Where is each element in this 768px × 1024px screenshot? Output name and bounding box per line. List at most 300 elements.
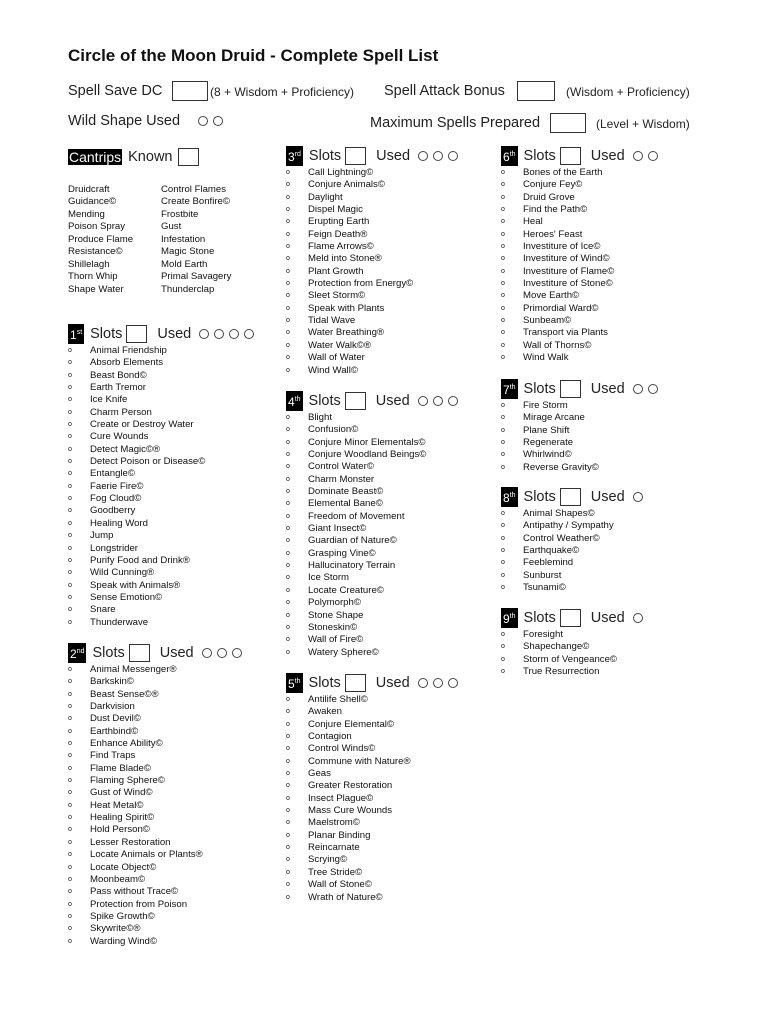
bullet-icon: o	[501, 534, 505, 542]
bullet-icon: o	[286, 745, 290, 753]
spell-item	[501, 437, 663, 449]
spell-name: Find the Path©	[523, 204, 588, 216]
spell-name: Watery Sphere©	[308, 646, 379, 658]
bullet-icon: o	[286, 893, 290, 901]
spell-attack-label: Spell Attack Bonus	[384, 82, 505, 99]
bullet-icon: o	[68, 764, 72, 772]
bullet-icon: o	[286, 636, 290, 644]
spell-name: Wrath of Nature©	[308, 891, 383, 903]
spell-name: Planar Binding	[308, 829, 371, 841]
spell-item	[286, 449, 463, 461]
bullet-icon: o	[286, 537, 290, 545]
spell-name: Moonbeam©	[90, 873, 146, 885]
spell-item	[286, 830, 463, 842]
spell-item	[286, 412, 463, 424]
spell-name: Speak with Plants	[308, 302, 385, 314]
spell-name: Cure Wounds	[90, 431, 149, 443]
slot-used-circle[interactable]	[232, 648, 242, 658]
bullet-icon: o	[286, 794, 290, 802]
bullet-icon: o	[286, 218, 290, 226]
bullet-icon: o	[68, 789, 72, 797]
used-label: Used	[375, 393, 410, 409]
spell-item	[68, 493, 259, 505]
spell-item	[68, 763, 247, 775]
bullet-icon: o	[68, 666, 72, 673]
slot-used-circle[interactable]	[202, 648, 212, 658]
spell-item	[286, 278, 463, 290]
bullet-icon: o	[286, 354, 290, 362]
level-suffix: nd	[76, 648, 85, 655]
spell-save-dc-field[interactable]	[172, 81, 208, 101]
level-number: 6	[503, 150, 510, 164]
level-suffix: st	[76, 329, 83, 336]
bullet-icon: o	[501, 522, 505, 530]
slot-used-circle[interactable]	[418, 678, 428, 688]
spell-item	[68, 689, 247, 701]
spell-name: Move Earth©	[523, 290, 580, 302]
spell-item	[286, 486, 463, 498]
spell-name: Pass without Trace©	[90, 886, 179, 898]
slots-field[interactable]	[129, 644, 150, 662]
level-header	[286, 390, 463, 412]
bullet-icon: o	[286, 414, 290, 421]
spell-name: Investiture of Stone©	[523, 278, 613, 290]
spell-name: Awaken	[308, 706, 342, 718]
slots-field[interactable]	[560, 147, 581, 165]
spell-name: Purify Food and Drink®	[90, 554, 190, 566]
slot-used-circle[interactable]	[633, 151, 643, 161]
spell-item	[286, 474, 463, 486]
spell-name: Guardian of Nature©	[308, 535, 397, 547]
spell-name: Ice Storm	[308, 572, 350, 584]
level-suffix: th	[509, 384, 516, 391]
slot-used-circle[interactable]	[214, 329, 224, 339]
level-5-section	[286, 672, 463, 904]
cantrips-known-field[interactable]	[178, 148, 199, 166]
max-prepared-field[interactable]	[550, 113, 586, 133]
spell-name: Reincarnate	[308, 842, 360, 854]
spell-item	[501, 229, 663, 241]
bullet-icon: o	[501, 510, 505, 517]
bullet-icon: o	[68, 408, 72, 416]
spell-item	[68, 382, 259, 394]
level-badge	[286, 146, 303, 166]
spell-name: Sunbeam©	[523, 315, 572, 327]
spell-name: Animal Friendship	[90, 345, 167, 356]
spell-item	[68, 481, 259, 493]
spell-name: Call Lightning©	[308, 167, 374, 178]
spell-name: Giant Insect©	[308, 523, 367, 535]
bullet-icon: o	[501, 169, 505, 176]
spell-item	[68, 518, 259, 530]
level-badge	[501, 608, 518, 628]
spell-item	[501, 641, 648, 653]
slots-label: Slots	[523, 489, 556, 505]
spell-item	[68, 750, 247, 762]
slots-label: Slots	[523, 610, 556, 626]
spell-name: Beast Sense©®	[90, 688, 159, 700]
spell-name: Barkskin©	[90, 676, 134, 688]
spell-name: Entangle©	[90, 468, 135, 480]
bullet-icon: o	[286, 856, 290, 864]
cantrip-item: Produce Flame	[68, 233, 134, 245]
bullet-icon: o	[68, 937, 72, 945]
spell-item	[286, 585, 463, 597]
spell-item	[501, 654, 648, 666]
spell-item	[501, 290, 663, 302]
bullet-icon: o	[501, 451, 505, 459]
level-badge	[68, 324, 84, 344]
slots-label: Slots	[308, 675, 341, 691]
bullet-icon: o	[68, 618, 72, 626]
spell-item	[68, 604, 259, 616]
bullet-icon: o	[68, 703, 72, 711]
spell-name: Hallucinatory Terrain	[308, 560, 396, 572]
slots-field[interactable]	[560, 380, 581, 398]
level-number: 8	[503, 491, 510, 505]
spell-list	[501, 629, 648, 678]
bullet-icon: o	[68, 482, 72, 490]
spell-name: Control Water©	[308, 461, 374, 473]
spell-name: Warding Wind©	[90, 935, 157, 947]
spell-name: Longstrider	[90, 542, 138, 554]
bullet-icon: o	[68, 912, 72, 920]
slots-field[interactable]	[126, 325, 147, 343]
spell-item	[68, 849, 247, 861]
level-header	[68, 642, 247, 664]
spell-item	[68, 407, 259, 419]
wild-shape-use-1[interactable]	[198, 116, 208, 126]
spell-item	[286, 167, 463, 179]
bullet-icon: o	[68, 801, 72, 809]
spell-item	[501, 582, 648, 594]
spell-name: Wind Wall©	[308, 364, 358, 376]
bullet-icon: o	[286, 733, 290, 741]
bullet-icon: o	[68, 777, 72, 785]
spell-item	[286, 179, 463, 191]
level-9-section	[501, 607, 648, 678]
spell-item	[68, 886, 247, 898]
bullet-icon: o	[286, 807, 290, 815]
bullet-icon: o	[68, 715, 72, 723]
bullet-icon: o	[68, 851, 72, 859]
spell-item	[501, 666, 648, 678]
bullet-icon: o	[68, 690, 72, 698]
spell-item	[286, 793, 463, 805]
spell-name: Lesser Restoration	[90, 836, 171, 848]
bullet-icon: o	[286, 720, 290, 728]
spell-save-dc-row	[68, 81, 208, 101]
level-badge	[68, 643, 86, 663]
bullet-icon: o	[68, 900, 72, 908]
slots-field[interactable]	[560, 488, 581, 506]
spell-name: Confusion©	[308, 424, 359, 436]
spell-item	[68, 345, 259, 357]
spell-item	[501, 192, 663, 204]
spell-item	[501, 425, 663, 437]
bullet-icon: o	[68, 740, 72, 748]
slot-used-circle[interactable]	[648, 384, 658, 394]
spell-item	[286, 340, 463, 352]
bullet-icon: o	[68, 371, 72, 379]
spell-item	[286, 572, 463, 584]
spell-name: Water Breathing®	[308, 327, 385, 339]
spell-item	[68, 419, 259, 431]
spell-item	[286, 229, 463, 241]
bullet-icon: o	[286, 782, 290, 790]
spell-name: Locate Object©	[90, 861, 157, 873]
spell-name: Druid Grove	[523, 191, 575, 203]
spell-name: Thunderwave	[90, 616, 149, 628]
bullet-icon: o	[286, 549, 290, 557]
spell-name: Maelstrom©	[308, 817, 360, 829]
cantrip-item: Mending	[68, 208, 105, 220]
spell-name: Storm of Vengeance©	[523, 653, 618, 665]
slot-used-circle[interactable]	[229, 329, 239, 339]
used-label: Used	[590, 381, 625, 397]
spell-name: Dust Devil©	[90, 713, 141, 725]
level-6-section	[501, 145, 663, 365]
bullet-icon: o	[286, 868, 290, 876]
spell-name: Create or Destroy Water	[90, 419, 194, 431]
bullet-icon: o	[286, 757, 290, 765]
bullet-icon: o	[68, 532, 72, 540]
spell-name: Wall of Stone©	[308, 879, 372, 891]
spell-item	[286, 780, 463, 792]
cantrips-tag: Cantrips	[69, 149, 122, 165]
spell-item	[286, 498, 463, 510]
level-number: 1	[70, 328, 77, 342]
bullet-icon: o	[286, 451, 290, 459]
bullet-icon: o	[68, 519, 72, 527]
spell-item	[68, 775, 247, 787]
spell-name: Jump	[90, 530, 114, 542]
bullet-icon: o	[68, 495, 72, 503]
level-suffix: th	[509, 492, 516, 499]
wild-shape-row	[68, 113, 228, 129]
spell-name: Foresight	[523, 629, 563, 640]
bullet-icon: o	[286, 267, 290, 275]
spell-attack-field[interactable]	[517, 81, 555, 101]
spell-item	[501, 629, 648, 641]
spell-name: Shapechange©	[523, 641, 590, 653]
spell-name: Investiture of Wind©	[523, 253, 610, 265]
bullet-icon: o	[286, 500, 290, 508]
used-label: Used	[159, 645, 194, 661]
cantrips-col-2	[161, 184, 231, 296]
bullet-icon: o	[286, 648, 290, 656]
bullet-icon: o	[68, 347, 72, 354]
slots-field[interactable]	[345, 147, 366, 165]
spell-save-dc-note: (8 + Wisdom + Proficiency)	[210, 85, 355, 99]
spell-name: Wild Cunning®	[90, 567, 155, 579]
bullet-icon: o	[286, 280, 290, 288]
slot-used-circle[interactable]	[448, 151, 458, 161]
spell-name: Sense Emotion©	[90, 591, 163, 603]
spell-item	[286, 756, 463, 768]
level-header	[286, 672, 463, 694]
spell-name: Grasping Vine©	[308, 547, 376, 559]
spell-name: Meld into Stone®	[308, 253, 382, 265]
spell-attack-row	[384, 81, 555, 101]
spell-name: Wall of Water	[308, 352, 365, 364]
slot-used-circle[interactable]	[433, 396, 443, 406]
bullet-icon: o	[68, 752, 72, 760]
slot-used-circle[interactable]	[217, 648, 227, 658]
spell-name: Tree Stride©	[308, 866, 363, 878]
spell-name: Reverse Gravity©	[523, 461, 599, 473]
bullet-icon: o	[286, 586, 290, 594]
spell-name: Feeblemind	[523, 557, 574, 569]
spell-item	[501, 400, 663, 412]
spell-name: Skywrite©®	[90, 923, 141, 935]
cantrip-item: Druidcraft	[68, 184, 110, 195]
cantrip-item: Shape Water	[68, 283, 124, 295]
spell-item	[68, 923, 247, 935]
cantrip-item: Frostbite	[161, 208, 199, 220]
spell-item	[501, 508, 648, 520]
bullet-icon: o	[501, 414, 505, 422]
spell-name: Insect Plague©	[308, 792, 374, 804]
spell-item	[286, 192, 463, 204]
slot-used-circle[interactable]	[433, 151, 443, 161]
wild-shape-label: Wild Shape Used	[68, 113, 181, 129]
spell-item	[68, 555, 259, 567]
cantrip-item: Resistance©	[68, 246, 123, 258]
spell-item	[501, 340, 663, 352]
spell-item	[286, 560, 463, 572]
spell-item	[501, 303, 663, 315]
spell-item	[68, 936, 247, 948]
bullet-icon: o	[286, 329, 290, 337]
spell-list	[286, 167, 463, 377]
slots-field[interactable]	[345, 674, 366, 692]
slot-used-circle[interactable]	[433, 678, 443, 688]
bullet-icon: o	[501, 243, 505, 251]
spell-list	[501, 508, 648, 594]
spell-name: Investiture of Flame©	[523, 265, 615, 277]
spell-name: Spike Growth©	[90, 910, 155, 922]
spell-item	[286, 817, 463, 829]
level-badge	[286, 391, 303, 411]
spell-name: Elemental Bane©	[308, 498, 383, 510]
wild-shape-use-2[interactable]	[213, 116, 223, 126]
spell-name: Feign Death®	[308, 228, 368, 240]
cantrip-item: Primal Savagery	[161, 271, 232, 283]
slot-used-circle[interactable]	[633, 492, 643, 502]
bullet-icon: o	[68, 359, 72, 367]
spell-item	[68, 617, 259, 629]
spell-name: Ice Knife	[90, 394, 128, 406]
bullet-icon: o	[68, 556, 72, 564]
bullet-icon: o	[501, 584, 505, 592]
spell-item	[286, 805, 463, 817]
slot-used-circle[interactable]	[448, 396, 458, 406]
bullet-icon: o	[68, 678, 72, 686]
spell-item	[286, 731, 463, 743]
bullet-icon: o	[501, 267, 505, 275]
slots-field[interactable]	[560, 609, 581, 627]
spell-item	[501, 253, 663, 265]
slot-used-circle[interactable]	[648, 151, 658, 161]
level-badge	[501, 487, 518, 507]
bullet-icon: o	[286, 366, 290, 374]
bullet-icon: o	[286, 206, 290, 214]
spell-name: Conjure Animals©	[308, 179, 385, 191]
bullet-icon: o	[501, 631, 505, 638]
spell-name: Antipathy / Sympathy	[523, 520, 614, 532]
slot-used-circle[interactable]	[199, 329, 209, 339]
slot-used-circle[interactable]	[418, 151, 428, 161]
spell-name: Wall of Fire©	[308, 634, 364, 646]
slot-used-circle[interactable]	[418, 396, 428, 406]
spell-item	[68, 456, 259, 468]
bullet-icon: o	[286, 844, 290, 852]
slot-used-circle[interactable]	[633, 384, 643, 394]
spell-item	[501, 545, 648, 557]
spell-name: Healing Spirit©	[90, 812, 155, 824]
spell-item	[286, 694, 463, 706]
spell-save-dc-label: Spell Save DC	[68, 82, 163, 99]
slots-field[interactable]	[345, 392, 366, 410]
level-suffix: th	[509, 151, 516, 158]
spell-name: Animal Messenger®	[90, 664, 177, 675]
spell-item	[286, 365, 463, 377]
spell-item	[68, 837, 247, 849]
spell-item	[286, 204, 463, 216]
spell-item	[286, 719, 463, 731]
level-8-section	[501, 486, 648, 594]
spell-name: Plane Shift	[523, 424, 570, 436]
bullet-icon: o	[68, 433, 72, 441]
spell-item	[68, 862, 247, 874]
bullet-icon: o	[68, 396, 72, 404]
slot-used-circle[interactable]	[633, 613, 643, 623]
bullet-icon: o	[501, 292, 505, 300]
max-prepared-note: (Level + Wisdom)	[596, 117, 690, 131]
spell-item	[68, 444, 259, 456]
bullet-icon: o	[286, 341, 290, 349]
spell-item	[68, 357, 259, 369]
level-1-section	[68, 323, 259, 629]
spell-name: Healing Word	[90, 517, 148, 529]
used-label: Used	[157, 326, 192, 342]
spell-list	[68, 664, 247, 948]
spell-name: Heroes' Feast	[523, 228, 583, 240]
bullet-icon: o	[501, 354, 505, 362]
level-suffix: th	[509, 613, 516, 620]
spell-item	[501, 570, 648, 582]
spell-item	[68, 394, 259, 406]
spell-item	[501, 520, 648, 532]
bullet-icon: o	[286, 426, 290, 434]
spell-item	[286, 622, 463, 634]
slot-used-circle[interactable]	[448, 678, 458, 688]
bullet-icon: o	[501, 402, 505, 409]
spell-item	[286, 768, 463, 780]
slot-used-circle[interactable]	[244, 329, 254, 339]
spell-name: Mirage Arcane	[523, 412, 585, 424]
bullet-icon: o	[501, 317, 505, 325]
bullet-icon: o	[68, 458, 72, 466]
spell-item	[286, 241, 463, 253]
cantrip-item: Guidance©	[68, 196, 117, 208]
spell-item	[68, 713, 247, 725]
bullet-icon: o	[68, 888, 72, 896]
spell-item	[501, 412, 663, 424]
spell-item	[68, 701, 247, 713]
level-suffix: th	[294, 396, 301, 403]
